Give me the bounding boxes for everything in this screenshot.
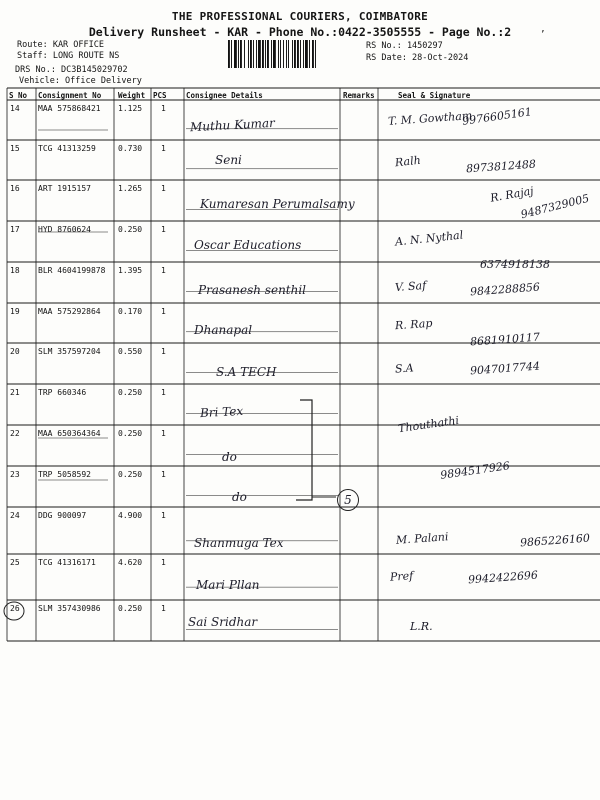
row-signature: Thouthathi [397,413,460,436]
row-consignee-name: do [232,490,247,504]
row-weight: 0.250 [118,429,143,438]
row-phone-number: 9894517926 [439,459,511,482]
row-weight: 0.250 [118,604,143,613]
row-pcs: 1 [161,307,166,316]
column-header-consignee: Consignee Details [186,91,263,100]
row-consignment-no: TCG 41316171 [38,558,96,567]
row-weight: 0.250 [118,470,143,479]
row-consignee-name: Muthu Kumar [189,115,276,135]
row-phone-number: 6374918138 [480,258,550,271]
row-pcs: 1 [161,511,166,520]
column-header-remarks: Remarks [343,91,375,100]
row-sno: 16 [10,184,20,193]
row-weight: 0.170 [118,307,143,316]
column-header-sno: S No [9,91,28,100]
row-pcs: 1 [161,558,166,567]
row-consignee-name: Oscar Educations [194,238,302,252]
row-weight: 0.250 [118,388,143,397]
row-signature: R. Rap [394,316,433,333]
route-label: Route: KAR OFFICE [17,40,104,50]
row-consignee-name: Bri Tex [199,403,244,421]
column-header-signature: Seal & Signature [398,91,471,100]
row-sno: 20 [10,347,20,356]
row-consignee-name: Dhanapal [194,323,253,337]
row-signature: Pref [389,569,414,584]
row-sno: 26 [10,604,20,613]
row-consignee-name: S.A TECH [216,365,277,379]
row-weight: 0.730 [118,144,143,153]
row-weight: 0.250 [118,225,143,234]
row-consignment-no: TCG 41313259 [38,144,96,153]
row-sno: 19 [10,307,20,316]
row-signature: A. N. Nythal [394,228,464,249]
rs-number: RS No.: 1450297 [366,41,443,51]
row-consignment-no: SLM 357430986 [38,604,101,613]
column-header-pcs: PCS [153,91,167,100]
column-header-weight: Weight [118,91,146,100]
row-pcs: 1 [161,144,166,153]
row-signature: L.R. [410,620,433,633]
row-phone-number: 9976605161 [461,105,533,128]
row-pcs: 1 [161,604,166,613]
row-weight: 1.125 [118,104,143,113]
row-phone-number: 9942422696 [467,568,539,587]
row-weight: 4.620 [118,558,143,567]
vehicle-label: Vehicle: Office Delivery [19,76,142,86]
document-subtitle: Delivery Runsheet - KAR - Phone No.:0422-3505555 - Page No.:2 [88,25,512,39]
row-signature: R. Rajaj [489,184,535,205]
row-signature: M. Palani [395,530,449,547]
row-consignee-name: Sai Sridhar [188,615,258,629]
row-consignment-no: MAA 575292864 [38,307,101,316]
row-consignment-no: DDG 900097 [38,511,87,520]
row-pcs: 1 [161,266,166,275]
row-pcs: 1 [161,429,166,438]
row-sno: 23 [10,470,20,479]
row-pcs: 1 [161,184,166,193]
row-pcs: 1 [161,225,166,234]
row-consignment-no: TRP 5058592 [38,470,91,479]
drs-number: DRS No.: DC3B145029702 [15,65,128,75]
row-consignee-name: Mari Pllan [196,578,260,592]
row-sno: 22 [10,429,20,438]
column-header-consignment: Consignment No [38,91,102,100]
row-phone-number: 9842288856 [469,280,541,299]
row-sno: 15 [10,144,20,153]
document-title: THE PROFESSIONAL COURIERS, COIMBATORE [171,10,429,23]
row-consignee-name: do [222,450,237,464]
row-pcs: 1 [161,347,166,356]
row-signature: V. Saf [394,278,427,295]
row-consignee-name: Seni [215,153,242,167]
row-consignee-name: Shanmuga Tex [194,536,284,550]
rs-date: RS Date: 28-Oct-2024 [366,53,469,63]
row-weight: 1.265 [118,184,143,193]
row-weight: 4.900 [118,511,143,520]
row-pcs: 1 [161,470,166,479]
row-consignment-no: TRP 660346 [38,388,87,397]
row-phone-number: 9047017744 [469,359,541,378]
row-consignment-no: BLR 4604199878 [38,266,106,275]
row-pcs: 1 [161,104,166,113]
row-weight: 1.395 [118,266,143,275]
row-sno: 18 [10,266,20,275]
row-signature: T. M. Gowtham [387,109,473,128]
row-phone-number: 8681910117 [469,330,541,349]
row-sno: 24 [10,511,20,520]
row-signature: Ralh [394,153,422,170]
row-phone-number: 8973812488 [465,157,537,176]
row-sno: 25 [10,558,20,567]
row-pcs: 1 [161,388,166,397]
row-signature: S.A [394,361,415,376]
row-consignment-no: HYD 8760624 [38,225,91,234]
staff-label: Staff: LONG ROUTE NS [17,51,120,61]
row-consignee-name: Prasanesh senthil [198,283,307,297]
row-sno: 17 [10,225,20,234]
row-phone-number: 9487329005 [519,191,591,222]
row-sno: 21 [10,388,20,397]
group-count-circle: 5 [337,489,359,511]
row-consignment-no: ART 1915157 [38,184,91,193]
row-consignment-no: SLM 357597204 [38,347,101,356]
page-tick-mark: ’ [540,30,546,40]
row-consignment-no: MAA 575868421 [38,104,101,113]
row-consignment-no: MAA 650364364 [38,429,101,438]
row-phone-number: 9865226160 [519,531,591,550]
row-consignee-name: Kumaresan Perumalsamy [200,197,355,211]
row-weight: 0.550 [118,347,143,356]
row-sno: 14 [10,104,20,113]
